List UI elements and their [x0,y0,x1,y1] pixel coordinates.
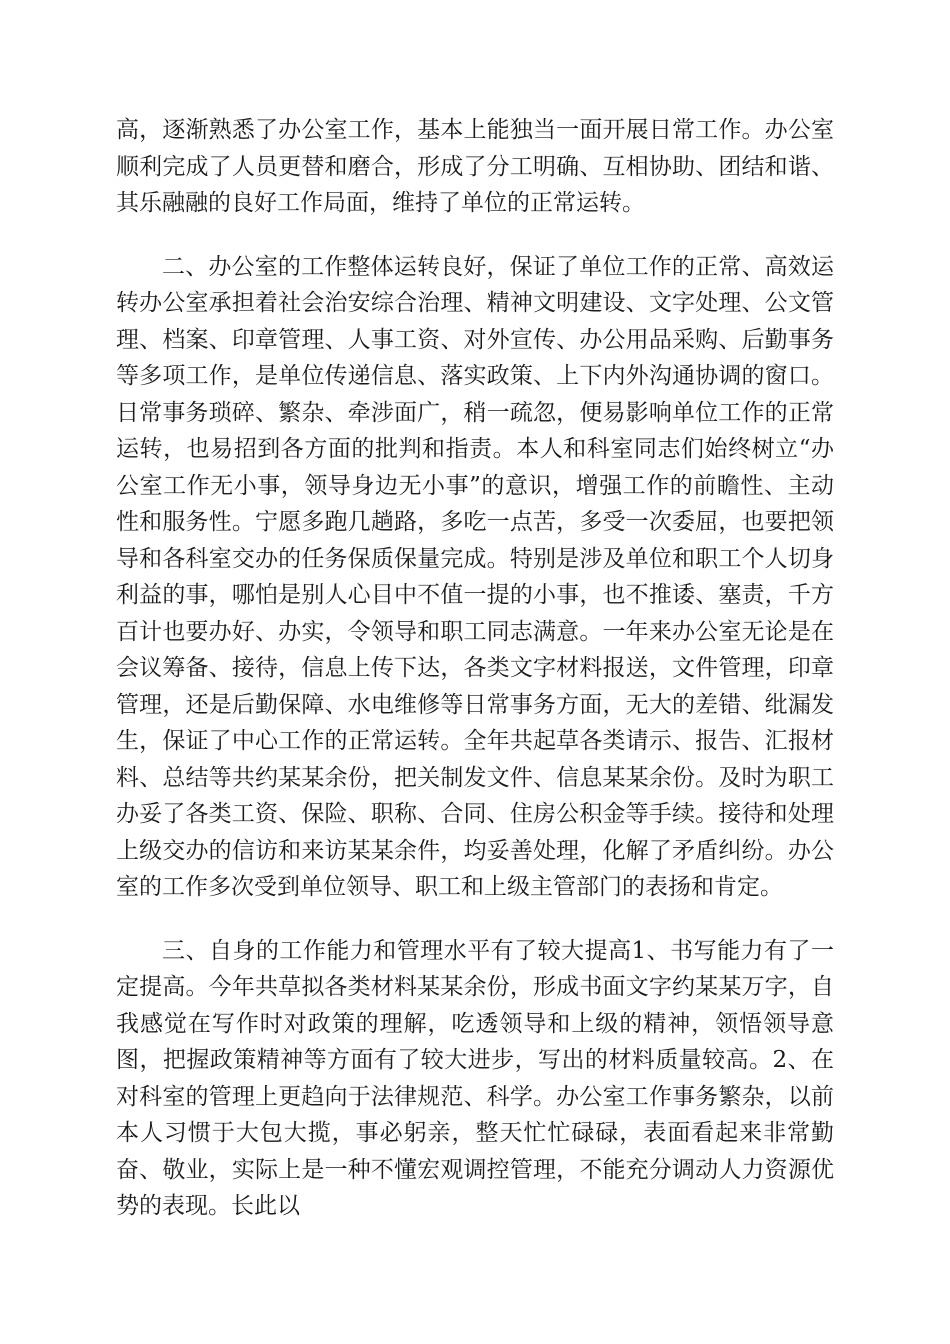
paragraph-continuation: 高，逐渐熟悉了办公室工作，基本上能独当一面开展日常工作。办公室顺利完成了人员更替和磨合，形成了分工明确、互相协助、团结和谐、其乐融融的良好工作局面，维持了单位的正常运转。 [116,117,834,216]
paragraph-section-three: 三、自身的工作能力和管理水平有了较大提高1、书写能力有了一定提高。今年共草拟各类材料某某余份，形成书面文字约某某万字，自我感觉在写作时对政策的理解，吃透领导和上级的精神，领悟领导意图，把握政策精神等方面有了较大进步，写出的材料质量较高。2、在对科室的管理上更趋向于法律规范、科学。办公室工作事务繁杂，以前本人习惯于大包大揽，事必躬亲，整天忙忙碌碌，表面看起来非常勤奋、敬业，实际上是一种不懂宏观调控管理，不能充分调动人力资源优势的表现。长此以 [116,937,834,1219]
paragraph-section-two: 二、办公室的工作整体运转良好，保证了单位工作的正常、高效运转办公室承担着社会治安综合治理、精神文明建设、文字处理、公文管理、档案、印章管理、人事工资、对外宣传、办公用品采购、后勤事务等多项工作，是单位传递信息、落实政策、上下内外沟通协调的窗口。日常事务琐碎、繁杂、牵涉面广，稍一疏忽，便易影响单位工作的正常运转，也易招到各方面的批判和指责。本人和科室同志们始终树立“办公室工作无小事，领导身边无小事”的意识，增强工作的前瞻性、主动性和服务性。宁愿多跑几趟路，多吃一点苦，多受一次委屈，也要把领导和各科室交办的任务保质保量完成。特别是涉及单位和职工个人切身利益的事，哪怕是别人心目中不值一提的小事，也不推诿、塞责，千方百计也要办好、办实，令领导和职工同志满意。一年来办公室无论是在会议筹备、接待，信息上传下达，各类文字材料报送，文件管理，印章管理，还是后勤保障、水电维修等日常事务方面，无大的差错、纰漏发生，保证了中心工作的正常运转。全年共起草各类请示、报告、汇报材料、总结等共约某某余份，把关制发文件、信息某某余份。及时为职工办妥了各类工资、保险、职称、合同、住房公积金等手续。接待和处理上级交办的信访和来访某某余件，均妥善处理，化解了矛盾纠纷。办公室的工作多次受到单位领导、职工和上级主管部门的表扬和肯定。 [116,253,834,900]
document-page [116,112,834,1225]
